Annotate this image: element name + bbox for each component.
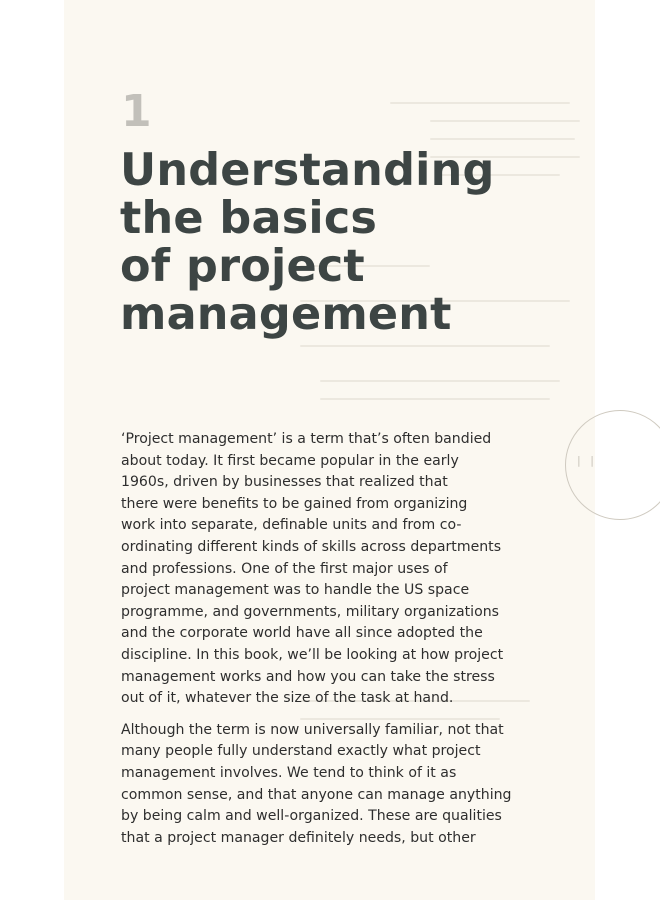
text-line: discipline. In this book, we’ll be looking at how project xyxy=(121,646,504,663)
text-line: by being calm and well-organized. These are qualities xyxy=(121,808,502,825)
body-text xyxy=(121,429,551,859)
text-line: there were benefits to be gained from organizing xyxy=(121,495,468,512)
text-line: management involves. We tend to think of it as xyxy=(121,764,457,781)
text-line: 1960s, driven by businesses that realized that xyxy=(121,474,448,491)
show-through-line xyxy=(430,138,575,140)
text-line: management works and how you can take the stress xyxy=(121,668,495,685)
text-line: common sense, and that anyone can manage anything xyxy=(121,786,512,803)
text-line: and the corporate world have all since adopted the xyxy=(121,625,483,642)
text-line: and professions. One of the first major uses of xyxy=(121,560,448,577)
text-line: project management was to handle the US space xyxy=(121,582,470,599)
chapter-title-line: of project xyxy=(120,241,365,292)
show-through-line xyxy=(320,398,550,400)
text-line: many people fully understand exactly what project xyxy=(121,743,481,760)
show-through-line xyxy=(390,102,570,104)
text-line: about today. It first became popular in the early xyxy=(121,452,459,469)
chapter-title-line: management xyxy=(120,289,452,340)
show-through-mark: | | xyxy=(577,454,597,467)
text-line: work into separate, definable units and from co- xyxy=(121,517,462,534)
text-line: Although the term is now universally familiar, not that xyxy=(121,721,504,738)
chapter-number: 1 xyxy=(121,86,152,137)
show-through-line xyxy=(430,120,580,122)
text-line: programme, and governments, military organizations xyxy=(121,603,499,620)
text-line: out of it, whatever the size of the task at hand. xyxy=(121,690,454,707)
paragraph xyxy=(121,429,551,710)
text-line: ordinating different kinds of skills across departments xyxy=(121,538,502,555)
show-through-line xyxy=(300,345,550,347)
text-line: ‘Project management’ is a term that’s often bandied xyxy=(121,431,492,447)
text-line: that a project manager definitely needs, but other xyxy=(121,829,476,846)
chapter-title xyxy=(120,147,560,339)
chapter-title-line: Understanding xyxy=(120,145,495,196)
paragraph xyxy=(121,720,551,850)
show-through-line xyxy=(320,380,560,382)
chapter-title-line: the basics xyxy=(120,193,378,244)
